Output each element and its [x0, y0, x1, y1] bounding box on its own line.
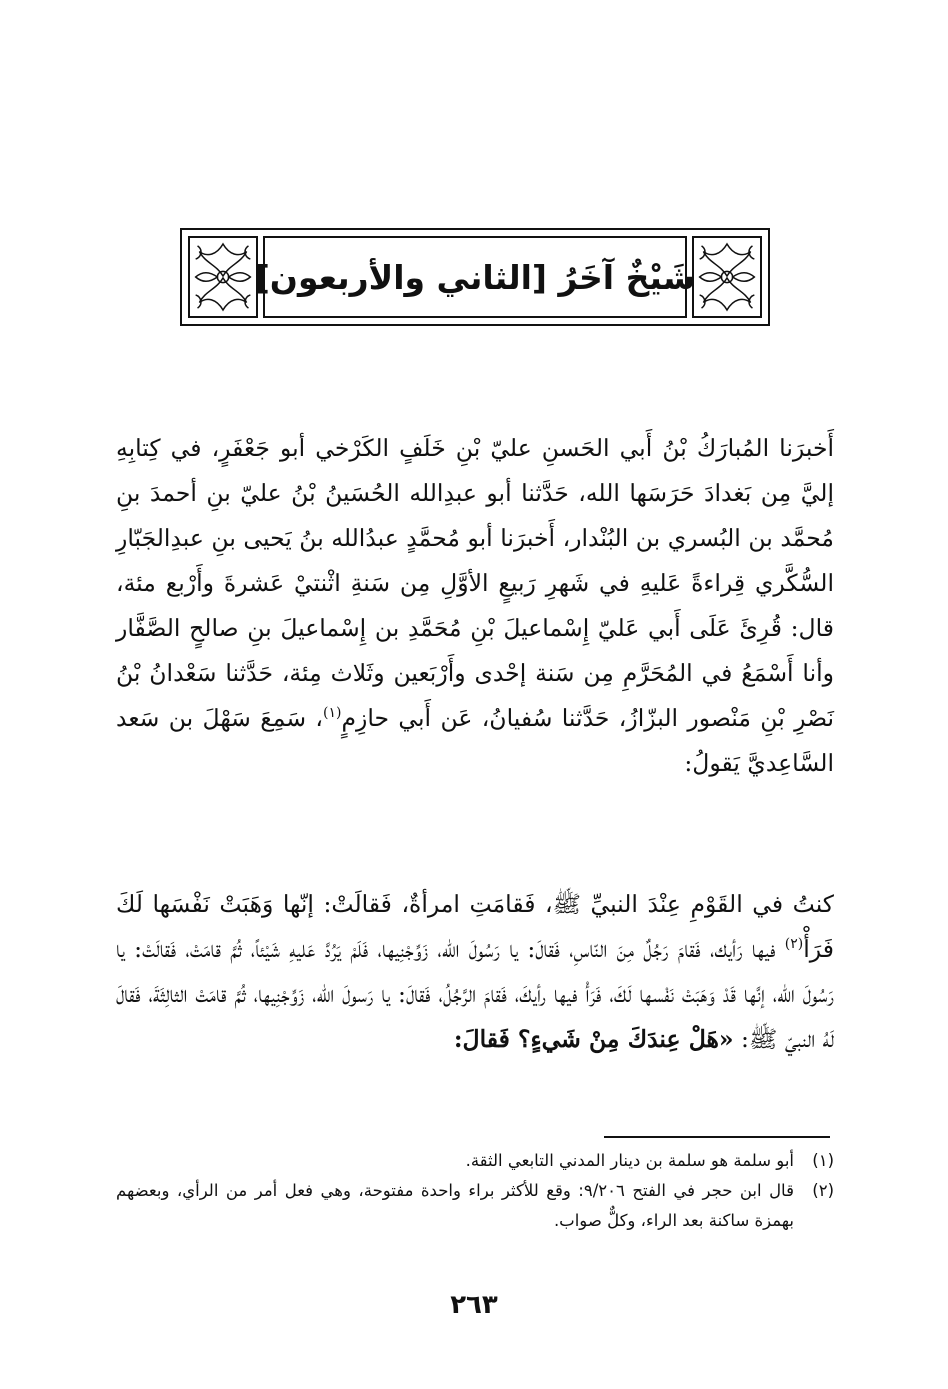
footnote-reference[interactable]: (١)	[322, 704, 342, 721]
chapter-title-box	[254, 236, 696, 318]
bold-quote: «هَلْ عِندَكَ مِنْ شَيءٍ؟ فَقالَ:	[453, 1024, 734, 1053]
paragraph-text-continued: ، سَمِعَ سَهْلَ بن سَعد السَّاعِديَّ يَقولُ:	[116, 703, 834, 777]
footnote-reference[interactable]: (٢)	[784, 935, 804, 952]
footnote-text: قال ابن حجر في الفتح ٩/٢٠٦: وقع للأكثر براء واحدة مفتوحة، وهي فعل أمر من الرأي، وبعضهم بهمزة ساكنة بعد الراء، وكلٌّ صواب.	[116, 1181, 794, 1230]
footnote-item	[116, 1176, 834, 1236]
floral-ornament-icon	[188, 236, 258, 318]
footnote-number: (٢)	[812, 1181, 834, 1200]
paragraph-text: كنتُ في القَوْمِ عِنْدَ النبيِّ ﷺ، فَقامَتِ امرأةٌ، فَقالَتْ: إنّها وَهَبَتْ نَفْسَها لَكَ فَرَأْ	[116, 889, 834, 963]
footnote-divider	[604, 1136, 830, 1138]
chapter-heading-frame	[180, 228, 770, 326]
hadith-paragraph	[116, 882, 834, 1062]
floral-ornament-icon	[692, 236, 762, 318]
footnote-item	[116, 1146, 834, 1176]
paragraph-text: أَخبرَنا المُبارَكُ بْنُ أَبي الحَسنِ عليّ بْنِ خَلَفٍ الكَرْخي أبو جَعْفَرٍ، في كِتابِهِ إليَّ مِن بَغدادَ حَرَسَها الله، حَدَّثنا أبو عبدِالله الحُسَينُ بْنُ عليّ بنِ أحمدَ بنِ مُحمَّد بن البُسري بن البُنْدار، أَخبرَنا أبو مُحمَّدٍ عبدُالله بنُ يَحيى بنِ عبدِالجَبّارِ السُّكَّري قِراءةً عَليهِ في شَهرِ رَبيعٍ الأوَّلِ مِن سَنةِ اثْنتيْ عَشرةَ وأَرْبع مئة، قال: قُرِئَ عَلَى أَبي عَليّ إِسْماعيلَ بْنِ مُحَمَّدِ بن إِسْماعيلَ بنِ صالحٍ الصَّفَّار وأنا أَسْمَعُ في المُحَرَّمِ مِن سَنة إحْدى وأَرْبَعين وثَلاث مِئة، حَدَّثنا سَعْدانُ بْنُ نَصْرِ بْنِ مَنْصور البزّازُ، حَدَّثنا سُفيانُ، عَن أَبي حازِمٍ	[116, 433, 834, 732]
isnad-paragraph	[116, 426, 834, 786]
chapter-title: شَيْخٌ آخَرُ [الثاني والأربعون]	[254, 257, 696, 297]
paragraph-text-continued: فيها رَأيك، فَقامَ رَجُلٌ مِنَ النّاسِ، فَقالَ: يا رَسُولَ الله، زَوِّجْنِيها، فَلَمْ يَرُدَّ عَليهِ شَيْئاً، ثُمَّ قامَتْ، فَقالَتْ: يا رَسُولَ الله، إنَّها قَدْ وَهَبَتْ نَفْسها لَكَ، فَرَأْ فيها رأيكَ، فَقامَ الرَّجُلُ، فَقالَ: يا رَسولَ الله، زَوِّجْنِيها، ثُمَّ قامَتْ الثالِثَةَ، فَقالَ لَهُ النبيّ ﷺ:	[116, 934, 834, 1053]
footnote-number: (١)	[812, 1151, 834, 1170]
footnote-text: أبو سلمة هو سلمة بن دينار المدني التابعي الثقة.	[465, 1151, 794, 1170]
footnotes-section	[116, 1146, 834, 1236]
page-number: ٢٦٣	[450, 1290, 498, 1320]
